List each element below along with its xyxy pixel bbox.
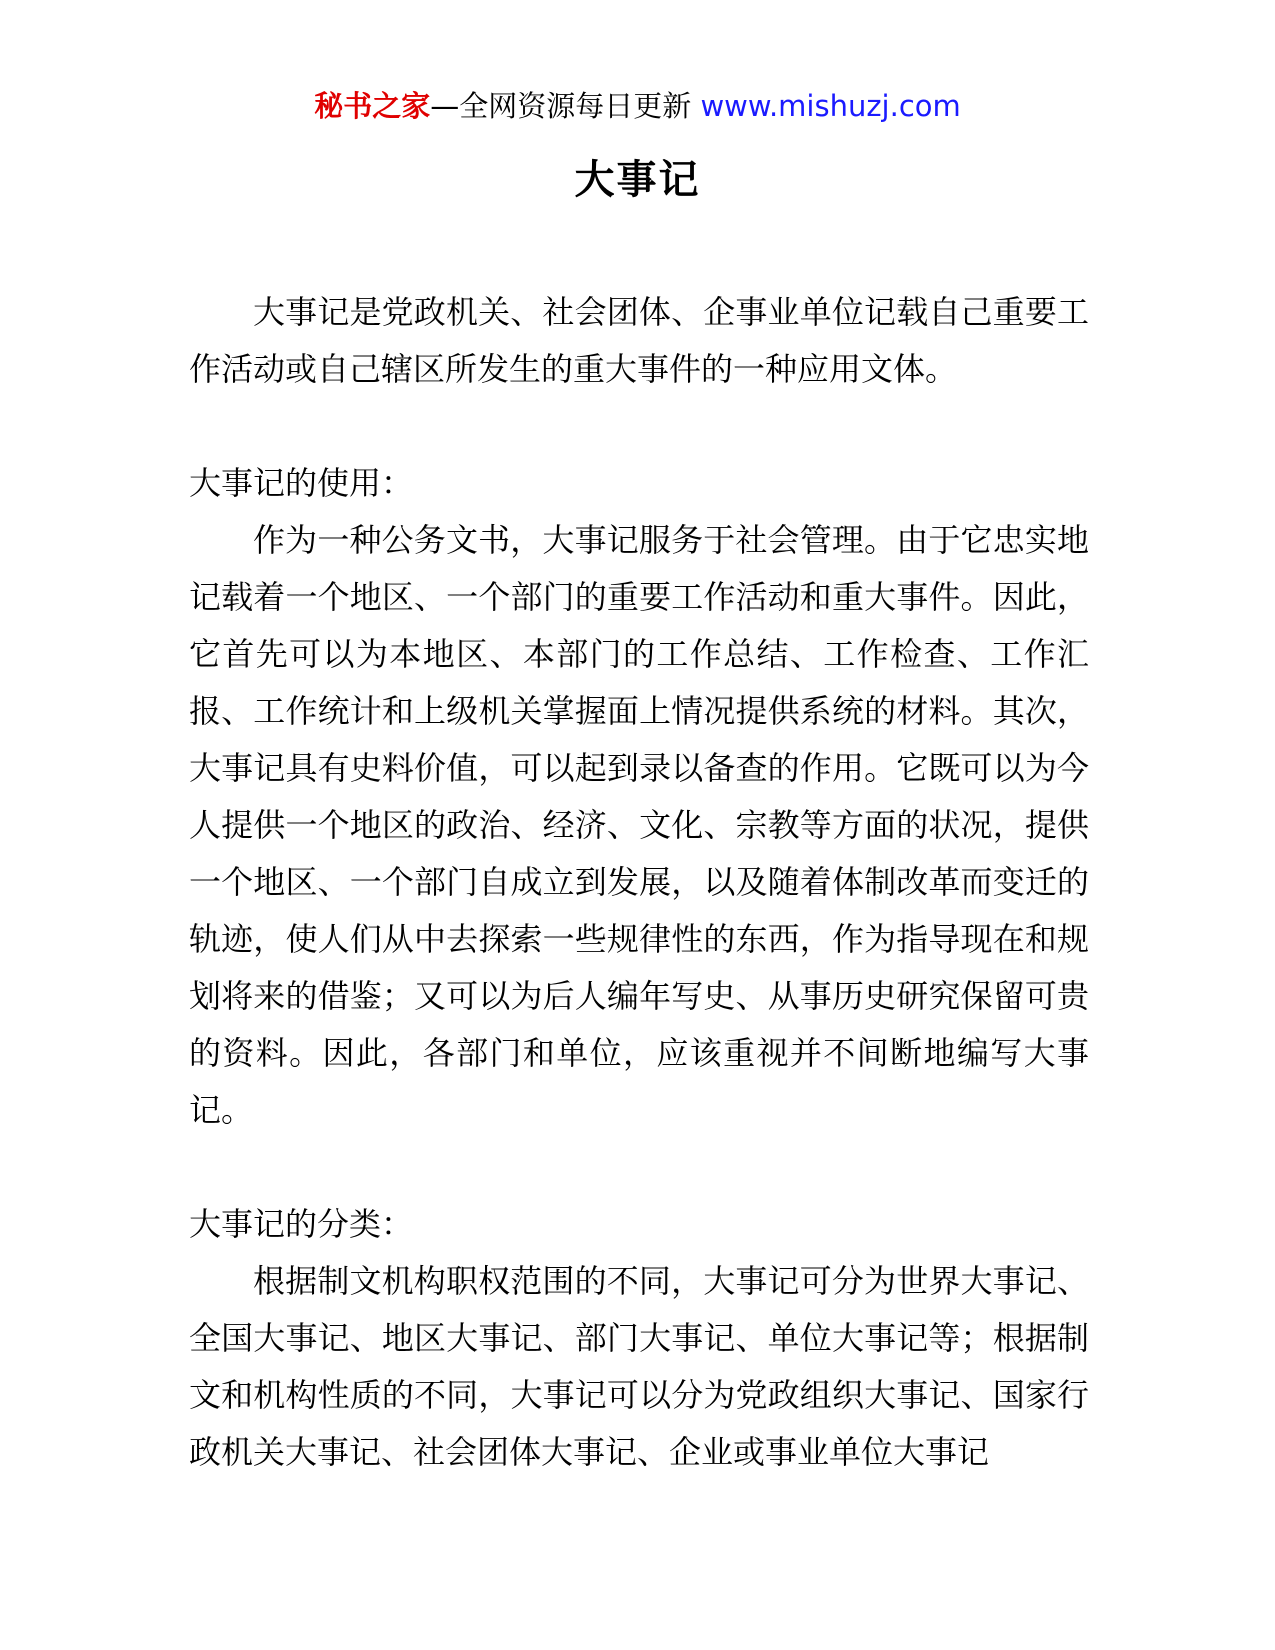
classification-paragraph: 根据制文机构职权范围的不同，大事记可分为世界大事记、全国大事记、地区大事记、部门大事记、单位大事记等；根据制文和机构性质的不同，大事记可以分为党政组织大事记、国家行政机关大事记、社会团体大事记、企业或事业单位大事记 (189, 1262, 1089, 1471)
site-slogan: —全网资源每日更新 (430, 89, 692, 123)
site-url-link[interactable]: www.mishuzj.com (700, 89, 961, 123)
intro-paragraph: 大事记是党政机关、社会团体、企事业单位记载自己重要工作活动或自己辖区所发生的重大事件的一种应用文体。 (189, 293, 1089, 388)
document-title: 大事记 (574, 157, 701, 203)
usage-heading: 大事记的使用： (189, 464, 414, 502)
site-header (0, 86, 1275, 126)
usage-paragraph: 作为一种公务文书，大事记服务于社会管理。由于它忠实地记载着一个地区、一个部门的重要工作活动和重大事件。因此，它首先可以为本地区、本部门的工作总结、工作检查、工作汇报、工作统计和上级机关掌握面上情况提供系统的材料。其次，大事记具有史料价值，可以起到录以备查的作用。它既可以为今人提供一个地区的政治、经济、文化、宗教等方面的状况，提供一个地区、一个部门自成立到发展，以及随着体制改革而变迁的轨迹，使人们从中去探索一些规律性的东西，作为指导现在和规划将来的借鉴；又可以为后人编年写史、从事历史研究保留可贵的资料。因此，各部门和单位，应该重视并不间断地编写大事记。 (189, 521, 1089, 1129)
site-brand: 秘书之家 (314, 89, 431, 123)
classification-heading: 大事记的分类： (189, 1205, 414, 1243)
document-body (189, 284, 1089, 1481)
